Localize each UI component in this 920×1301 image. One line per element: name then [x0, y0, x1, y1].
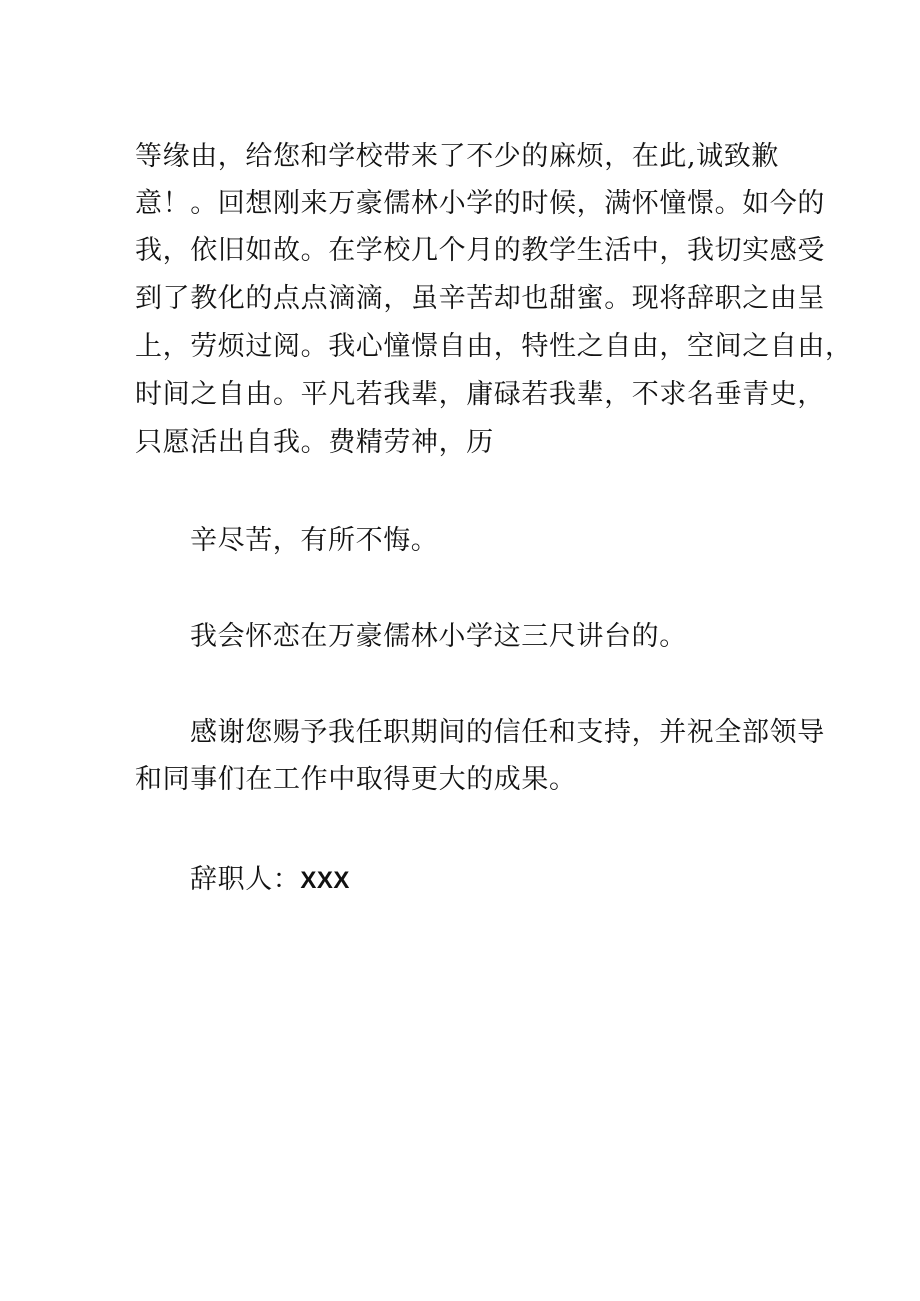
paragraph-2: 辛尽苦，有所不悔。 — [190, 525, 439, 556]
paragraph-1-line-7: 只愿活出自我。费精劳神，历 — [135, 427, 494, 458]
paragraph-4-line-1: 感谢您赐予我任职期间的信任和支持，并祝全部领导 — [190, 717, 825, 748]
signature-name: XXX — [300, 867, 350, 894]
paragraph-1-line-4: 到了教化的点点滴滴，虽辛苦却也甜蜜。现将辞职之由呈 — [135, 283, 825, 314]
signature-label: 辞职人： — [190, 864, 301, 895]
paragraph-1-line-3: 我，依旧如故。在学校几个月的教学生活中，我切实感受 — [135, 235, 825, 266]
paragraph-4-line-2: 和同事们在工作中取得更大的成果。 — [135, 764, 577, 795]
paragraph-3: 我会怀恋在万豪儒林小学这三尺讲台的。 — [190, 621, 687, 652]
paragraph-1-line-6: 时间之自由。平凡若我辈，庸碌若我辈，不求名垂青史， — [135, 379, 825, 410]
paragraph-1-line-2: 意！。回想刚来万豪儒林小学的时候，满怀憧憬。如今的 — [135, 188, 825, 219]
signature-line — [190, 860, 350, 901]
paragraph-1-line-1: 等缘由，给您和学校带来了不少的麻烦，在此,诚致歉 — [135, 141, 779, 172]
paragraph-1-line-5: 上，劳烦过阅。我心憧憬自由，特性之自由，空间之自由， — [135, 331, 853, 362]
